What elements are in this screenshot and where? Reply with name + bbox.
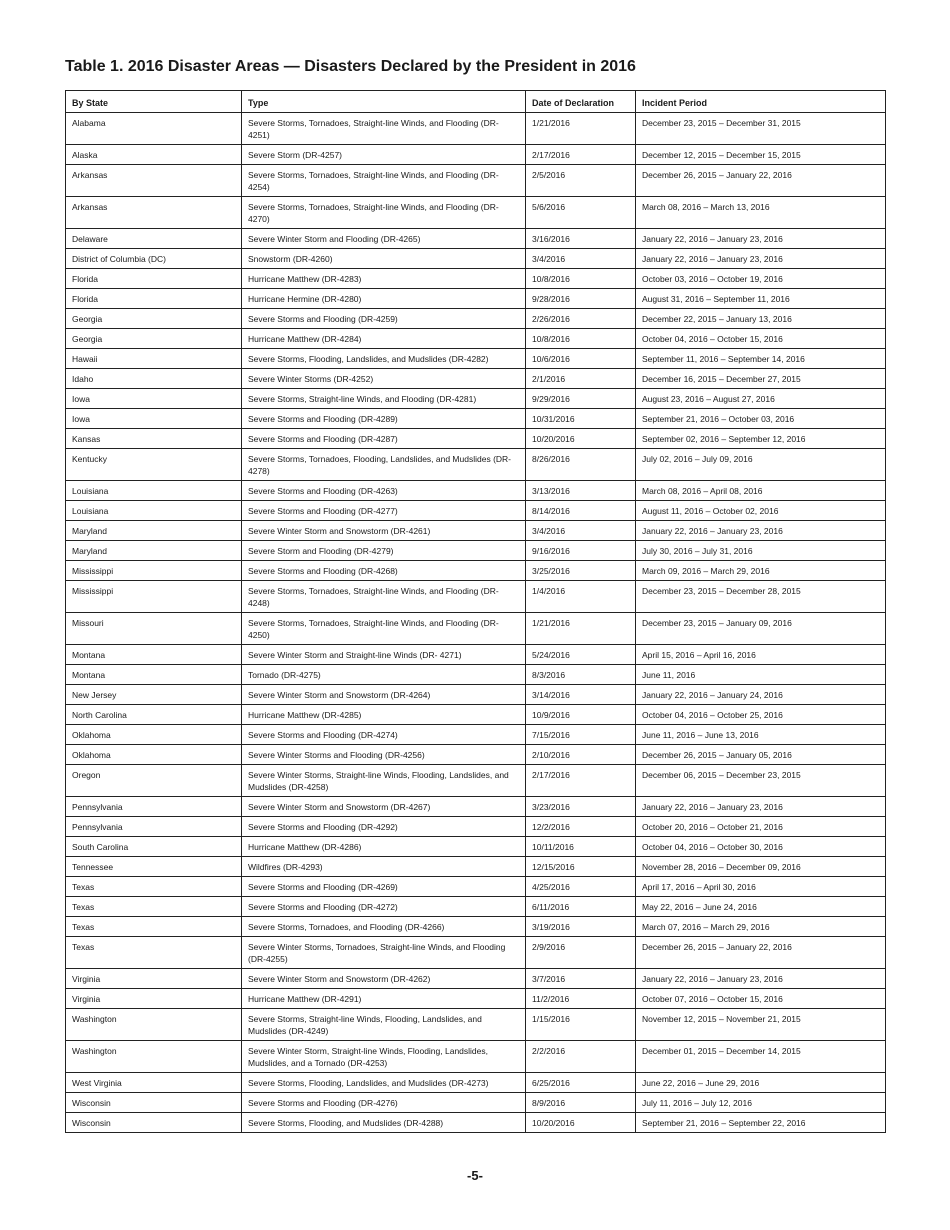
declaration-date-cell: 10/31/2016 — [526, 409, 636, 429]
type-cell: Severe Storms and Flooding (DR-4292) — [242, 817, 526, 837]
incident-period-cell: July 30, 2016 – July 31, 2016 — [636, 541, 886, 561]
table-row — [66, 289, 886, 309]
table-row — [66, 937, 886, 969]
type-cell: Severe Storms and Flooding (DR-4277) — [242, 501, 526, 521]
state-cell: Maryland — [66, 521, 242, 541]
incident-period-cell: November 28, 2016 – December 09, 2016 — [636, 857, 886, 877]
incident-period-cell: August 23, 2016 – August 27, 2016 — [636, 389, 886, 409]
state-cell: Louisiana — [66, 501, 242, 521]
type-cell: Severe Storms and Flooding (DR-4263) — [242, 481, 526, 501]
declaration-date-cell: 3/13/2016 — [526, 481, 636, 501]
state-cell: Mississippi — [66, 561, 242, 581]
declaration-date-cell: 12/2/2016 — [526, 817, 636, 837]
type-cell: Severe Winter Storm and Snowstorm (DR-4267) — [242, 797, 526, 817]
incident-period-cell: January 22, 2016 – January 23, 2016 — [636, 229, 886, 249]
incident-period-cell: December 23, 2015 – January 09, 2016 — [636, 613, 886, 645]
declaration-date-cell: 3/14/2016 — [526, 685, 636, 705]
table-row — [66, 521, 886, 541]
table-row — [66, 389, 886, 409]
declaration-date-cell: 2/1/2016 — [526, 369, 636, 389]
table-row — [66, 665, 886, 685]
type-cell: Severe Storms, Straight-line Winds, and Flooding (DR-4281) — [242, 389, 526, 409]
state-cell: Iowa — [66, 409, 242, 429]
page-number: -5- — [467, 1168, 483, 1183]
type-cell: Severe Storms and Flooding (DR-4276) — [242, 1093, 526, 1113]
incident-period-cell: March 09, 2016 – March 29, 2016 — [636, 561, 886, 581]
table-row — [66, 613, 886, 645]
incident-period-cell: October 04, 2016 – October 25, 2016 — [636, 705, 886, 725]
state-cell: South Carolina — [66, 837, 242, 857]
incident-period-cell: January 22, 2016 – January 24, 2016 — [636, 685, 886, 705]
declaration-date-cell: 4/25/2016 — [526, 877, 636, 897]
declaration-date-cell: 3/7/2016 — [526, 969, 636, 989]
incident-period-cell: October 07, 2016 – October 15, 2016 — [636, 989, 886, 1009]
state-cell: Texas — [66, 937, 242, 969]
declaration-date-cell: 8/3/2016 — [526, 665, 636, 685]
type-cell: Severe Storms, Tornadoes, Straight-line Winds, and Flooding (DR-4251) — [242, 113, 526, 145]
type-cell: Severe Storm (DR-4257) — [242, 145, 526, 165]
table-row — [66, 1113, 886, 1133]
state-cell: Delaware — [66, 229, 242, 249]
type-cell: Hurricane Matthew (DR-4286) — [242, 837, 526, 857]
type-cell: Severe Winter Storm, Straight-line Winds, Flooding, Landslides, Mudslides, and a Tornado (DR-4253) — [242, 1041, 526, 1073]
type-cell: Severe Winter Storms and Flooding (DR-4256) — [242, 745, 526, 765]
incident-period-cell: December 26, 2015 – January 05, 2016 — [636, 745, 886, 765]
incident-period-cell: June 22, 2016 – June 29, 2016 — [636, 1073, 886, 1093]
type-cell: Severe Storms and Flooding (DR-4269) — [242, 877, 526, 897]
incident-period-cell: October 04, 2016 – October 15, 2016 — [636, 329, 886, 349]
declaration-date-cell: 1/4/2016 — [526, 581, 636, 613]
incident-period-cell: June 11, 2016 — [636, 665, 886, 685]
declaration-date-cell: 1/21/2016 — [526, 113, 636, 145]
table-row — [66, 817, 886, 837]
incident-period-cell: January 22, 2016 – January 23, 2016 — [636, 521, 886, 541]
declaration-date-cell: 2/10/2016 — [526, 745, 636, 765]
declaration-date-cell: 8/14/2016 — [526, 501, 636, 521]
table-row — [66, 229, 886, 249]
table-row — [66, 113, 886, 145]
table-row — [66, 989, 886, 1009]
declaration-date-cell: 3/4/2016 — [526, 521, 636, 541]
header-date: Date of Declaration — [526, 91, 636, 113]
type-cell: Hurricane Matthew (DR-4291) — [242, 989, 526, 1009]
state-cell: Idaho — [66, 369, 242, 389]
table-row — [66, 309, 886, 329]
incident-period-cell: December 12, 2015 – December 15, 2015 — [636, 145, 886, 165]
table-row — [66, 1093, 886, 1113]
state-cell: Texas — [66, 877, 242, 897]
table-row — [66, 449, 886, 481]
state-cell: Hawaii — [66, 349, 242, 369]
state-cell: Wisconsin — [66, 1093, 242, 1113]
declaration-date-cell: 8/26/2016 — [526, 449, 636, 481]
incident-period-cell: September 11, 2016 – September 14, 2016 — [636, 349, 886, 369]
state-cell: Missouri — [66, 613, 242, 645]
state-cell: Washington — [66, 1041, 242, 1073]
type-cell: Severe Storms, Straight-line Winds, Flooding, Landslides, and Mudslides (DR-4249) — [242, 1009, 526, 1041]
incident-period-cell: October 20, 2016 – October 21, 2016 — [636, 817, 886, 837]
state-cell: Montana — [66, 645, 242, 665]
type-cell: Severe Storms and Flooding (DR-4287) — [242, 429, 526, 449]
incident-period-cell: April 17, 2016 – April 30, 2016 — [636, 877, 886, 897]
type-cell: Severe Storms, Tornadoes, Flooding, Landslides, and Mudslides (DR-4278) — [242, 449, 526, 481]
incident-period-cell: July 11, 2016 – July 12, 2016 — [636, 1093, 886, 1113]
type-cell: Severe Winter Storm and Snowstorm (DR-4264) — [242, 685, 526, 705]
declaration-date-cell: 3/19/2016 — [526, 917, 636, 937]
declaration-date-cell: 2/17/2016 — [526, 765, 636, 797]
table-row — [66, 1041, 886, 1073]
state-cell: Washington — [66, 1009, 242, 1041]
declaration-date-cell: 3/4/2016 — [526, 249, 636, 269]
type-cell: Hurricane Matthew (DR-4285) — [242, 705, 526, 725]
disaster-table — [65, 90, 886, 1133]
state-cell: Iowa — [66, 389, 242, 409]
type-cell: Hurricane Matthew (DR-4284) — [242, 329, 526, 349]
state-cell: Mississippi — [66, 581, 242, 613]
type-cell: Severe Winter Storms, Straight-line Winds, Flooding, Landslides, and Mudslides (DR-4258) — [242, 765, 526, 797]
type-cell: Severe Storms, Tornadoes, and Flooding (DR-4266) — [242, 917, 526, 937]
incident-period-cell: November 12, 2015 – November 21, 2015 — [636, 1009, 886, 1041]
incident-period-cell: October 03, 2016 – October 19, 2016 — [636, 269, 886, 289]
state-cell: Wisconsin — [66, 1113, 242, 1133]
table-row — [66, 541, 886, 561]
type-cell: Severe Storms, Tornadoes, Straight-line Winds, and Flooding (DR-4254) — [242, 165, 526, 197]
table-row — [66, 349, 886, 369]
state-cell: Arkansas — [66, 165, 242, 197]
table-row — [66, 1009, 886, 1041]
state-cell: Tennessee — [66, 857, 242, 877]
table-row — [66, 501, 886, 521]
type-cell: Severe Storms and Flooding (DR-4274) — [242, 725, 526, 745]
table-row — [66, 197, 886, 229]
type-cell: Severe Storms, Flooding, Landslides, and Mudslides (DR-4282) — [242, 349, 526, 369]
state-cell: New Jersey — [66, 685, 242, 705]
declaration-date-cell: 2/17/2016 — [526, 145, 636, 165]
table-body — [66, 113, 886, 1133]
type-cell: Tornado (DR-4275) — [242, 665, 526, 685]
declaration-date-cell: 2/9/2016 — [526, 937, 636, 969]
state-cell: Georgia — [66, 309, 242, 329]
declaration-date-cell: 5/6/2016 — [526, 197, 636, 229]
declaration-date-cell: 2/26/2016 — [526, 309, 636, 329]
state-cell: Montana — [66, 665, 242, 685]
table-row — [66, 429, 886, 449]
incident-period-cell: January 22, 2016 – January 23, 2016 — [636, 969, 886, 989]
declaration-date-cell: 9/29/2016 — [526, 389, 636, 409]
table-row — [66, 765, 886, 797]
declaration-date-cell: 2/2/2016 — [526, 1041, 636, 1073]
state-cell: Louisiana — [66, 481, 242, 501]
declaration-date-cell: 1/15/2016 — [526, 1009, 636, 1041]
table-row — [66, 329, 886, 349]
table-row — [66, 269, 886, 289]
type-cell: Hurricane Hermine (DR-4280) — [242, 289, 526, 309]
declaration-date-cell: 12/15/2016 — [526, 857, 636, 877]
table-row — [66, 1073, 886, 1093]
declaration-date-cell: 10/11/2016 — [526, 837, 636, 857]
declaration-date-cell: 6/25/2016 — [526, 1073, 636, 1093]
state-cell: Alaska — [66, 145, 242, 165]
type-cell: Severe Storms, Flooding, and Mudslides (DR-4288) — [242, 1113, 526, 1133]
incident-period-cell: December 22, 2015 – January 13, 2016 — [636, 309, 886, 329]
table-row — [66, 897, 886, 917]
type-cell: Severe Storms and Flooding (DR-4259) — [242, 309, 526, 329]
state-cell: Kentucky — [66, 449, 242, 481]
type-cell: Severe Storms, Tornadoes, Straight-line Winds, and Flooding (DR-4248) — [242, 581, 526, 613]
type-cell: Snowstorm (DR-4260) — [242, 249, 526, 269]
table-row — [66, 877, 886, 897]
declaration-date-cell: 7/15/2016 — [526, 725, 636, 745]
incident-period-cell: May 22, 2016 – June 24, 2016 — [636, 897, 886, 917]
table-row — [66, 581, 886, 613]
page-title: Table 1. 2016 Disaster Areas — Disasters Declared by the President in 2016 — [65, 58, 636, 75]
header-type: Type — [242, 91, 526, 113]
incident-period-cell: September 21, 2016 – September 22, 2016 — [636, 1113, 886, 1133]
table-row — [66, 917, 886, 937]
table-row — [66, 561, 886, 581]
declaration-date-cell: 10/8/2016 — [526, 329, 636, 349]
declaration-date-cell: 2/5/2016 — [526, 165, 636, 197]
table-row — [66, 481, 886, 501]
incident-period-cell: June 11, 2016 – June 13, 2016 — [636, 725, 886, 745]
state-cell: Texas — [66, 897, 242, 917]
type-cell: Severe Storms, Flooding, Landslides, and Mudslides (DR-4273) — [242, 1073, 526, 1093]
table-row — [66, 705, 886, 725]
incident-period-cell: January 22, 2016 – January 23, 2016 — [636, 249, 886, 269]
state-cell: Georgia — [66, 329, 242, 349]
table-row — [66, 837, 886, 857]
state-cell: Florida — [66, 289, 242, 309]
type-cell: Severe Storm and Flooding (DR-4279) — [242, 541, 526, 561]
type-cell: Severe Storms, Tornadoes, Straight-line Winds, and Flooding (DR-4270) — [242, 197, 526, 229]
state-cell: Virginia — [66, 989, 242, 1009]
state-cell: West Virginia — [66, 1073, 242, 1093]
table-header-row — [66, 91, 886, 113]
state-cell: Oklahoma — [66, 745, 242, 765]
declaration-date-cell: 3/16/2016 — [526, 229, 636, 249]
state-cell: Virginia — [66, 969, 242, 989]
table-row — [66, 745, 886, 765]
table-row — [66, 797, 886, 817]
incident-period-cell: September 02, 2016 – September 12, 2016 — [636, 429, 886, 449]
type-cell: Hurricane Matthew (DR-4283) — [242, 269, 526, 289]
type-cell: Severe Winter Storm and Straight-line Winds (DR- 4271) — [242, 645, 526, 665]
incident-period-cell: December 16, 2015 – December 27, 2015 — [636, 369, 886, 389]
declaration-date-cell: 9/28/2016 — [526, 289, 636, 309]
state-cell: Texas — [66, 917, 242, 937]
header-state: By State — [66, 91, 242, 113]
table-row — [66, 145, 886, 165]
declaration-date-cell: 10/6/2016 — [526, 349, 636, 369]
state-cell: Maryland — [66, 541, 242, 561]
declaration-date-cell: 3/25/2016 — [526, 561, 636, 581]
incident-period-cell: July 02, 2016 – July 09, 2016 — [636, 449, 886, 481]
declaration-date-cell: 1/21/2016 — [526, 613, 636, 645]
incident-period-cell: December 23, 2015 – December 31, 2015 — [636, 113, 886, 145]
incident-period-cell: March 08, 2016 – March 13, 2016 — [636, 197, 886, 229]
incident-period-cell: December 06, 2015 – December 23, 2015 — [636, 765, 886, 797]
declaration-date-cell: 11/2/2016 — [526, 989, 636, 1009]
state-cell: District of Columbia (DC) — [66, 249, 242, 269]
state-cell: Pennsylvania — [66, 797, 242, 817]
table-row — [66, 725, 886, 745]
declaration-date-cell: 9/16/2016 — [526, 541, 636, 561]
type-cell: Severe Winter Storms, Tornadoes, Straight-line Winds, and Flooding (DR-4255) — [242, 937, 526, 969]
header-incident-period: Incident Period — [636, 91, 886, 113]
incident-period-cell: October 04, 2016 – October 30, 2016 — [636, 837, 886, 857]
type-cell: Severe Storms and Flooding (DR-4268) — [242, 561, 526, 581]
table-row — [66, 645, 886, 665]
incident-period-cell: September 21, 2016 – October 03, 2016 — [636, 409, 886, 429]
declaration-date-cell: 3/23/2016 — [526, 797, 636, 817]
declaration-date-cell: 10/8/2016 — [526, 269, 636, 289]
incident-period-cell: December 23, 2015 – December 28, 2015 — [636, 581, 886, 613]
incident-period-cell: April 15, 2016 – April 16, 2016 — [636, 645, 886, 665]
state-cell: North Carolina — [66, 705, 242, 725]
type-cell: Severe Winter Storm and Flooding (DR-4265) — [242, 229, 526, 249]
state-cell: Florida — [66, 269, 242, 289]
type-cell: Severe Winter Storm and Snowstorm (DR-4261) — [242, 521, 526, 541]
table-row — [66, 165, 886, 197]
state-cell: Pennsylvania — [66, 817, 242, 837]
declaration-date-cell: 8/9/2016 — [526, 1093, 636, 1113]
declaration-date-cell: 6/11/2016 — [526, 897, 636, 917]
incident-period-cell: December 01, 2015 – December 14, 2015 — [636, 1041, 886, 1073]
table-row — [66, 369, 886, 389]
incident-period-cell: August 11, 2016 – October 02, 2016 — [636, 501, 886, 521]
incident-period-cell: August 31, 2016 – September 11, 2016 — [636, 289, 886, 309]
incident-period-cell: December 26, 2015 – January 22, 2016 — [636, 937, 886, 969]
declaration-date-cell: 10/9/2016 — [526, 705, 636, 725]
state-cell: Alabama — [66, 113, 242, 145]
table-row — [66, 409, 886, 429]
state-cell: Oregon — [66, 765, 242, 797]
type-cell: Severe Storms and Flooding (DR-4272) — [242, 897, 526, 917]
type-cell: Severe Storms and Flooding (DR-4289) — [242, 409, 526, 429]
state-cell: Kansas — [66, 429, 242, 449]
declaration-date-cell: 10/20/2016 — [526, 1113, 636, 1133]
type-cell: Severe Storms, Tornadoes, Straight-line Winds, and Flooding (DR-4250) — [242, 613, 526, 645]
state-cell: Oklahoma — [66, 725, 242, 745]
incident-period-cell: December 26, 2015 – January 22, 2016 — [636, 165, 886, 197]
type-cell: Severe Winter Storms (DR-4252) — [242, 369, 526, 389]
table-row — [66, 969, 886, 989]
incident-period-cell: January 22, 2016 – January 23, 2016 — [636, 797, 886, 817]
incident-period-cell: March 08, 2016 – April 08, 2016 — [636, 481, 886, 501]
declaration-date-cell: 10/20/2016 — [526, 429, 636, 449]
state-cell: Arkansas — [66, 197, 242, 229]
declaration-date-cell: 5/24/2016 — [526, 645, 636, 665]
table-row — [66, 685, 886, 705]
type-cell: Wildfires (DR-4293) — [242, 857, 526, 877]
table-row — [66, 249, 886, 269]
table-row — [66, 857, 886, 877]
incident-period-cell: March 07, 2016 – March 29, 2016 — [636, 917, 886, 937]
type-cell: Severe Winter Storm and Snowstorm (DR-4262) — [242, 969, 526, 989]
